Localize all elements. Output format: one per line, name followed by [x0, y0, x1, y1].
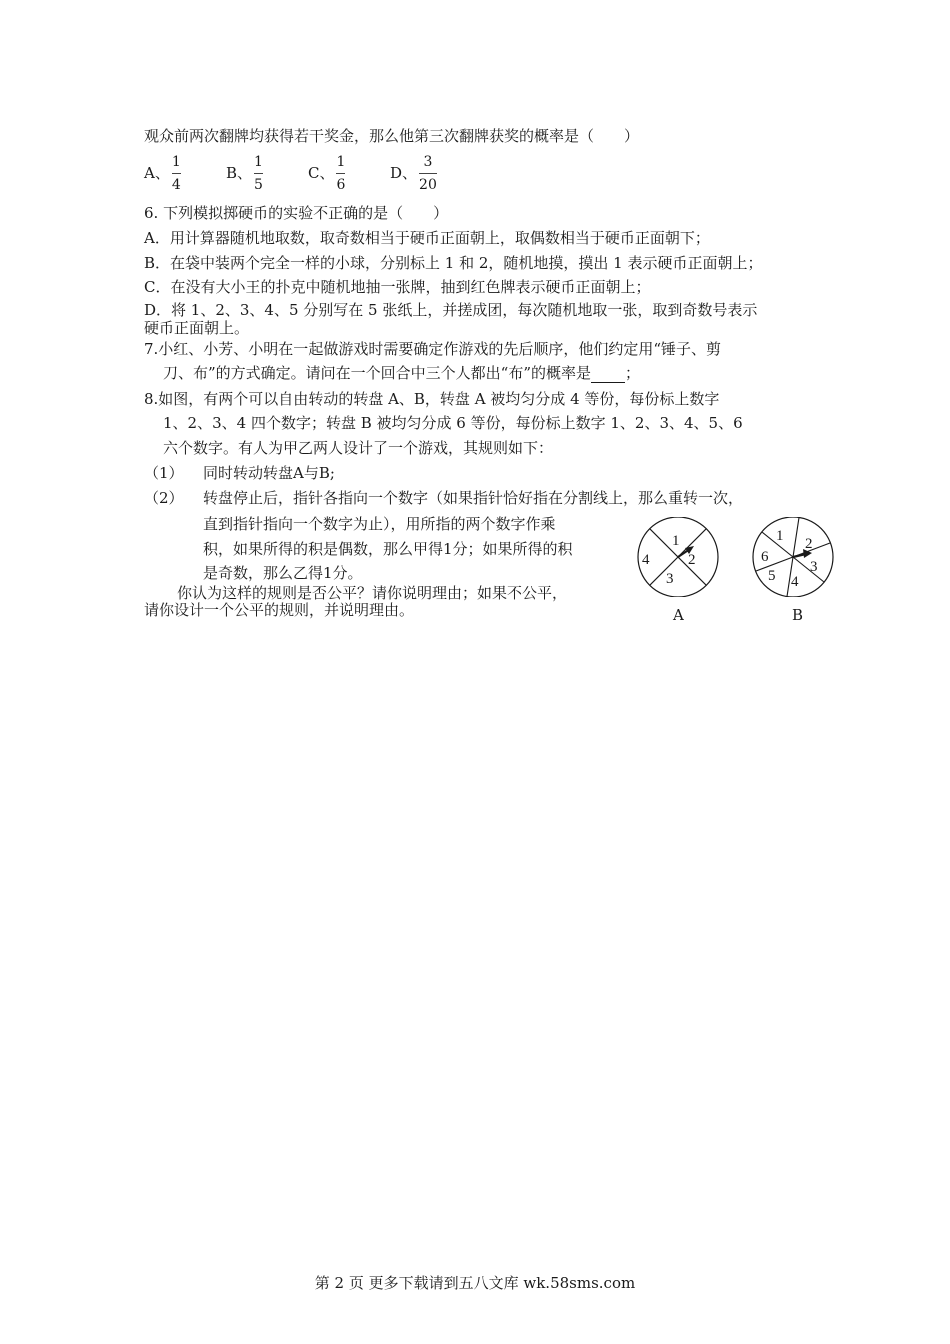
fraction	[336, 153, 345, 194]
denominator: 4	[171, 176, 181, 193]
option-label: C、	[308, 164, 335, 182]
spinner-b-number: 6	[761, 549, 769, 565]
q5-stem: 观众前两次翻牌均获得若干奖金，那么他第三次翻牌获奖的概率是（ ）	[144, 127, 640, 145]
q6-option-d-line2: 硬币正面朝上。	[144, 319, 250, 337]
rule2-line2: 直到指针指向一个数字为止），用所指的两个数字作乘	[203, 515, 556, 533]
spinner-b-label: B	[792, 606, 804, 624]
option-label: B、	[226, 164, 253, 182]
option-a	[144, 150, 181, 196]
spinner-a-label: A	[673, 606, 684, 624]
q8-line1: 8.如图，有两个可以自由转动的转盘 A、B，转盘 A 被均匀分成 4 等份，每份标上数字	[144, 390, 720, 408]
q8-line2: 1、2、3、4 四个数字；转盘 B 被均匀分成 6 等份，每份标上数字 1、2、3、4、5、6	[163, 414, 743, 432]
numerator: 3	[423, 153, 433, 170]
q6-option-a: A．用计算器随机地取数，取奇数相当于硬币正面朝上，取偶数相当于硬币正面朝下；	[144, 229, 710, 247]
rule2-line4: 是奇数，那么乙得1分。	[203, 564, 363, 582]
spinner-a	[628, 517, 728, 597]
rule1-text: 同时转动转盘A与B;	[203, 464, 335, 482]
denominator: 5	[254, 176, 263, 193]
option-b	[226, 150, 263, 196]
spinner-a-number: 1	[672, 533, 680, 549]
fraction	[419, 153, 437, 194]
option-d	[390, 150, 437, 196]
spinner-b-number: 3	[810, 559, 818, 575]
q8-line3: 六个数字。有人为甲乙两人设计了一个游戏，其规则如下：	[163, 439, 554, 457]
spinner-a-number: 3	[666, 571, 674, 587]
rule2-line1: 转盘停止后，指针各指向一个数字（如果指针恰好指在分割线上，那么重转一次，	[203, 489, 744, 507]
spinner-b-number: 2	[805, 536, 813, 552]
option-label: D、	[390, 164, 418, 182]
option-label: A、	[144, 164, 170, 182]
q6-stem: 6. 下列模拟掷硬币的实验不正确的是（ ）	[144, 204, 449, 222]
denominator: 6	[336, 176, 346, 193]
q7-line1: 7.小红、小芳、小明在一起做游戏时需要确定作游戏的先后顺序，他们约定用“锤子、剪	[144, 340, 721, 358]
option-c	[308, 150, 345, 196]
q7-line2-text: 刀、布”的方式确定。请问在一个回合中三个人都出“布”的概率是	[163, 364, 592, 382]
question-line1: 你认为这样的规则是否公平？请你说明理由；如果不公平，	[177, 584, 568, 602]
fraction	[172, 153, 181, 194]
numerator: 1	[336, 153, 346, 170]
q6-option-b: B．在袋中装两个完全一样的小球，分别标上 1 和 2，随机地摸，摸出 1 表示硬币正面朝上；	[144, 254, 763, 272]
rule2-number: （2）	[144, 489, 184, 507]
q6-option-c: C．在没有大小王的扑克中随机地抽一张牌，抽到红色牌表示硬币正面朝上；	[144, 278, 651, 296]
q6-option-d-line1: D．将 1、2、3、4、5 分别写在 5 张纸上，并搓成团，每次随机地取一张，取到奇数号表示	[144, 301, 758, 319]
spinner-b-number: 5	[768, 568, 776, 584]
answer-blank	[591, 366, 625, 383]
fraction	[254, 153, 263, 194]
spinner-b	[750, 517, 840, 597]
denominator: 20	[419, 176, 437, 193]
rule1-number: （1）	[144, 464, 184, 482]
rule2-line3: 积，如果所得的积是偶数，那么甲得1分；如果所得的积	[203, 540, 573, 558]
spinner-b-number: 4	[791, 574, 799, 590]
divider	[793, 518, 799, 558]
numerator: 1	[171, 153, 181, 170]
numerator: 1	[254, 153, 263, 170]
page-footer: 第 2 页 更多下载请到五八文库 wk.58sms.com	[314, 1274, 636, 1292]
question-line2: 请你设计一个公平的规则，并说明理由。	[144, 601, 415, 619]
spinner-b-number: 1	[776, 528, 784, 544]
q7-line2-end: ；	[625, 364, 641, 382]
spinner-a-number: 2	[688, 552, 696, 568]
q7-line2	[163, 363, 640, 383]
spinner-a-number: 4	[642, 552, 650, 568]
